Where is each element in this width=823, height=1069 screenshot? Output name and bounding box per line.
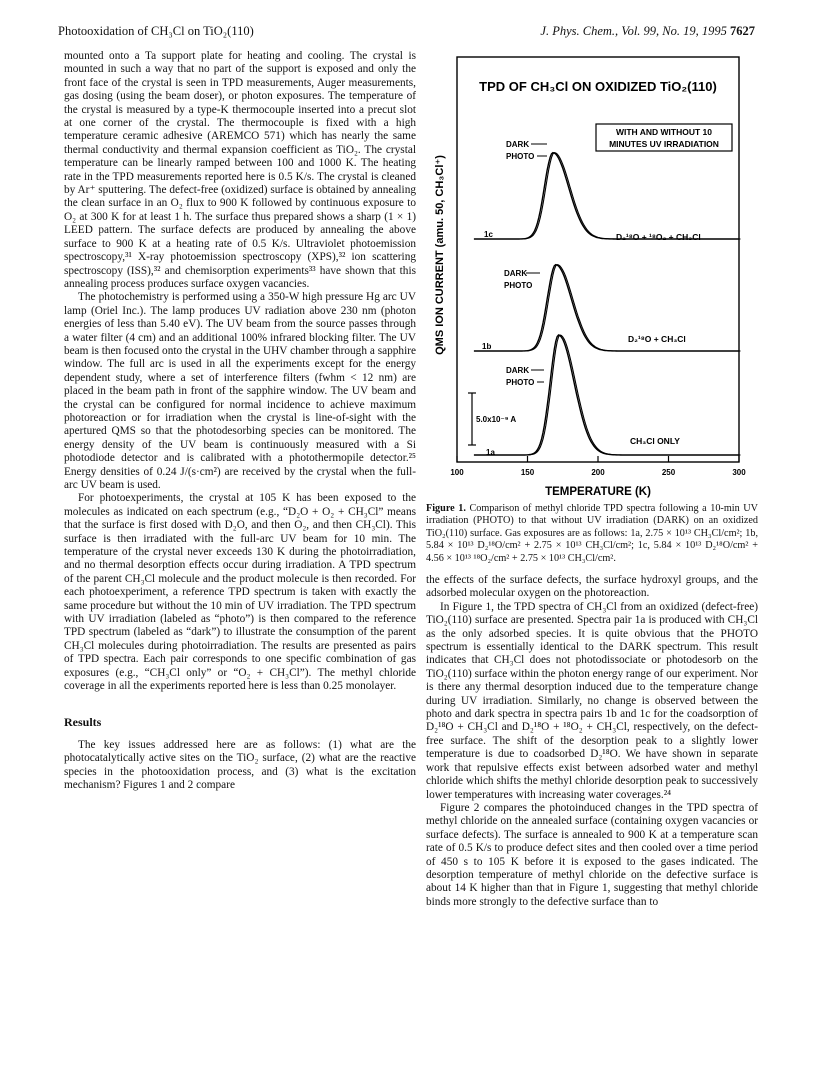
condition-1a: CH₃Cl ONLY xyxy=(630,436,680,446)
tpd-curve-1c-photo xyxy=(475,153,740,239)
scale-bar-label: 5.0x10⁻⁹ A xyxy=(476,415,517,424)
photo-label: PHOTO xyxy=(506,152,535,161)
tpd-curve-1a-photo xyxy=(475,335,740,455)
paragraph: Figure 2 compares the photoinduced changes in the TPD spectra of methyl chloride on the annealed surface (containing oxygen vacancies or surface defects). The surface is annealed to 900 K at a temperature scan rate of 0.5 K/s to produce defect sites and then cooled over a time period of 450 s to 105 K before it is exposed to the gases indicated. The desorption temperature of methyl chloride on the defective surface is about 14 K higher than that in Figure 1, suggesting that methyl chloride binds more strongly to the defective surface than to xyxy=(426,801,758,908)
photo-label: PHOTO xyxy=(506,378,535,387)
spectrum-label-1c: 1c xyxy=(484,230,493,239)
journal-name: J. Phys. Chem., xyxy=(540,24,619,38)
condition-box-line2: MINUTES UV IRRADIATION xyxy=(609,139,719,149)
caption-label: Figure 1. xyxy=(426,503,466,514)
x-tick-label: 250 xyxy=(661,468,676,477)
running-head: Photooxidation of CH₃Cl on TiO₂(110) xyxy=(58,24,254,38)
spectrum-label-1a: 1a xyxy=(486,448,495,457)
paragraph: The key issues addressed here are as follows: (1) what are the photocatalytically active sites on the TiO₂ surface, (2) what are the reactive species in the photooxidation process, and (3) what is the excitation mechanism? Figures 1 and 2 compare xyxy=(64,738,416,792)
tpd-curve-1a-dark xyxy=(474,335,739,455)
left-column xyxy=(64,50,416,793)
right-column xyxy=(426,574,758,909)
paragraph: the effects of the surface defects, the surface hydroxyl groups, and the adsorbed molecular oxygen on the photoreaction. xyxy=(426,574,758,600)
figure-caption xyxy=(426,503,758,565)
page-number: 7627 xyxy=(730,24,755,38)
y-axis-label: QMS ION CURRENT (amu. 50, CH₃Cl⁺) xyxy=(434,155,446,355)
section-heading-results: Results xyxy=(64,714,102,729)
figure-1 xyxy=(420,45,765,505)
x-tick-label: 150 xyxy=(520,468,535,477)
x-axis-label: TEMPERATURE (K) xyxy=(545,486,651,498)
condition-1b: D₂¹⁸O + CH₃Cl xyxy=(628,334,686,344)
chart-title: TPD OF CH₃Cl ON OXIDIZED TiO₂(110) xyxy=(479,79,717,94)
caption-text: Comparison of methyl chloride TPD spectra following a 10-min UV irradiation (PHOTO) to that without UV irradiation (DARK) on an oxidized TiO₂(110) surface. Gas exposures are as follows: 1a, 2.75 × 10¹³ CH₃Cl/cm²; 1b, 5.84 × 10¹³ D₂¹⁸O/cm² + 2.75 × 10¹³ CH₃Cl/cm²; 1c, 5.84 × 10¹³ D₂¹⁸O/cm² + 4.56 × 10¹³ ¹⁸O₂/cm² + 2.75 × 10¹³ CH₃Cl/cm². xyxy=(426,503,758,564)
dark-label: DARK xyxy=(506,140,530,149)
x-tick-label: 200 xyxy=(591,468,605,477)
x-tick-label: 100 xyxy=(450,468,464,477)
dark-label: DARK xyxy=(506,366,530,375)
journal-citation xyxy=(540,24,755,39)
plot-frame xyxy=(457,57,739,462)
condition-1c: D₂¹⁸O + ¹⁸O₂ + CH₃Cl xyxy=(616,232,701,242)
condition-box-line1: WITH AND WITHOUT 10 xyxy=(615,127,713,137)
tpd-curve-1c-dark xyxy=(474,153,739,239)
paragraph: In Figure 1, the TPD spectra of CH₃Cl from an oxidized (defect-free) TiO₂(110) surface are presented. Spectra pair 1a is produced with CH₃Cl as the only adsorbed species. It is quite obvious that the PHOTO spectrum is essentially identical to the DARK spectrum. This result indicates that CH₃Cl does not photodissociate or photodesorb on the TiO₂(110) surface within the photon energy range of our experiment. Nor is there any thermal desorption induced due to the temperature change during UV irradiation. Similarly, no change is observed between the photo and dark spectra in spectra pairs 1b and 1c for the coadsorption of D₂¹⁸O + CH₃Cl and D₂¹⁸O + ¹⁸O₂ + CH₃Cl, respectively, on the defect-free surface. The shift of the desorption peak to a slightly lower temperature is due to coadsorbed D₂¹⁸O. We have shown in separate work that repulsive effects exist between adsorbed water and methyl chloride which shifts the methyl chloride desorption peak to successively lower temperatures with increasing water coverages.²⁴ xyxy=(426,600,758,801)
photo-label: PHOTO xyxy=(504,281,533,290)
paragraph: The photochemistry is performed using a 350-W high pressure Hg arc UV lamp (Oriel Inc.). The lamp produces UV radiation above 230 nm (photon energies of less than 5.40 eV). The UV beam from the source passes through a water filter (4 cm) and an additional 100% infrared blocking filter. The UV beam is then focused onto the crystal in the UHV chamber through a sapphire window. The full arc is used in all the experiments except for the energy dependent study, where a set of interference filters (fwhm < 12 nm) are placed in the beam path in front of the sapphire window. The UV beam and the crystal can be configured for normal incidence to achieve maximum photoreaction or for irradiation when the crystal is line-of-sight with the apertured QMS so that the photodesorbing species can be monitored. The energy density of the UV beam is continuously measured with a Si photodiode detector and is calibrated with a photothermopile detector.²⁵ Energy densities of 0.24 J/(s·cm²) are received by the crystal when the full-arc UV beam is used. xyxy=(64,291,416,491)
dark-label: DARK xyxy=(504,269,528,278)
paragraph: mounted onto a Ta support plate for heating and cooling. The crystal is mounted in such a way that no part of the support is exposed and only the front face of the crystal is seen in TPD measurements, Auger measurements, gas dosing (using the beam doser), or photon exposures. The temperature of the crystal is measured by a type-K thermocouple inserted into a precut slot at one corner of the crystal. The thermocouple is fixed with a high temperature ceramic adhesive (AREMCO 571) which has nearly the same thermal conductivity and thermal expansion coefficient as TiO₂. The crystal temperature can be linearly ramped between 100 and 1000 K. The heating rate in the TPD measurements reported here is 0.5 K/s. The crystal is cleaned by Ar⁺ sputtering. The defect-free (oxidized) surface is obtained by annealing the clean surface in an O₂ flux to 900 K followed by continuous exposure to O₂ at 300 K for at least 1 h. The surface thus prepared shows a sharp (1 × 1) LEED pattern. The surface defects are produced by annealing the above surface to 900 K at a heating rate of 0.5 K/s. Ultraviolet photoemission spectroscopy,³¹ X-ray photoemission spectroscopy (XPS),³² ion scattering spectroscopy (ISS),³² and chemisorption experiments³³ have shown that this annealing process produces surface oxygen vacancies. xyxy=(64,50,416,290)
paragraph: For photoexperiments, the crystal at 105 K has been exposed to the molecules as indicated on each spectrum (e.g., “D₂O + O₂ + CH₃Cl” means that the surface is first dosed with D₂O, and then O₂, and then CH₃Cl). This surface is then irradiated with the full-arc UV beam for 10 min. The temperature of the crystal never exceeds 130 K during the photoirradiation, and no thermal desorption effects occur during irradiation. A TPD spectrum of the parent CH₃Cl molecule and the product molecule is then recorded. For each photoexperiment, a reference TPD spectrum is taken with exactly the same procedure but without the 10 min of UV irradiation. The TPD spectrum with UV irradiation (labeled as “photo”) is then compared to the reference TPD spectrum (labeled as “dark”) to illustrate the consumption of the parent CH₃Cl molecules during photoirradiation. The results are presented as pairs of TPD spectra. Each pair corresponds to one specific combination of gas exposures (e.g., “CH₃Cl only” or “O₂ + CH₃Cl”). The methyl chloride coverage in all the experiments reported here is less than 0.25 monolayer. xyxy=(64,492,416,693)
spectrum-label-1b: 1b xyxy=(482,342,492,351)
x-axis-ticks xyxy=(450,456,746,477)
tpd-chart xyxy=(420,45,765,505)
journal-volume: Vol. 99, No. 19, 1995 xyxy=(621,24,727,38)
curves xyxy=(474,153,741,455)
x-tick-label: 300 xyxy=(732,468,746,477)
